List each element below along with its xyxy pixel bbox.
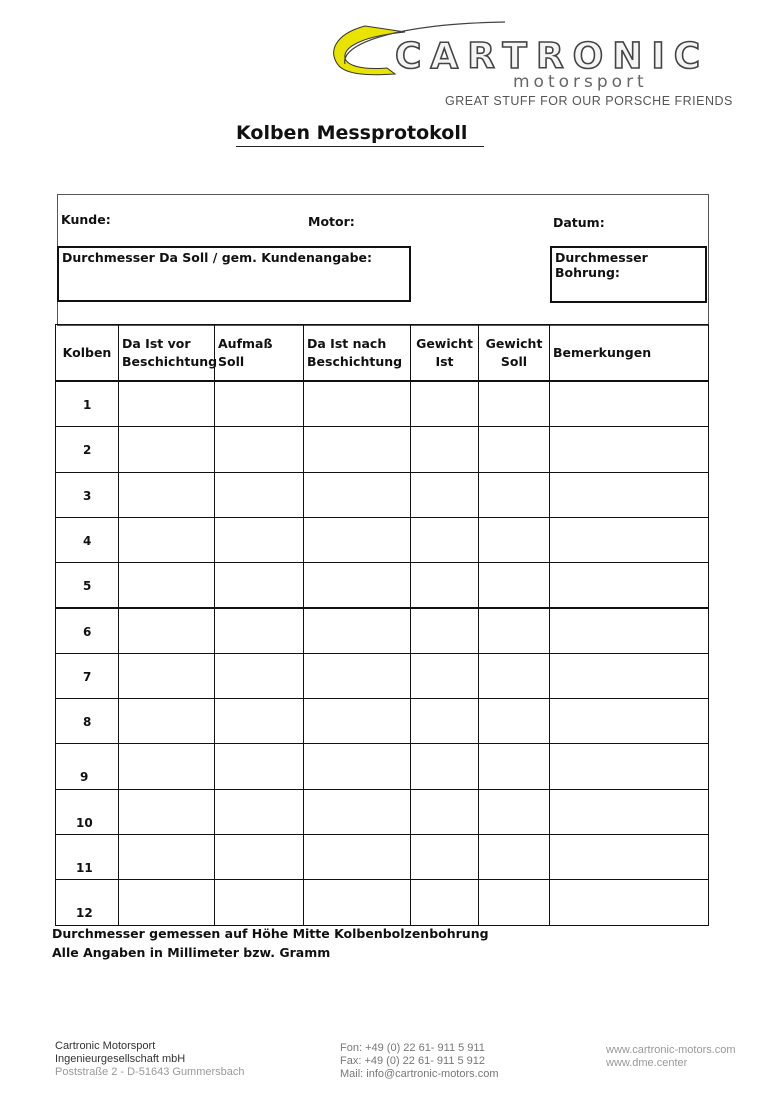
row-number-cell	[55, 879, 119, 925]
entry-cell-gewicht-ist[interactable]	[410, 879, 479, 925]
header-da-ist-vor-line: Da Ist vor	[122, 335, 191, 351]
header-kolben-line: Kolben	[62, 344, 112, 360]
motor-label: Motor:	[308, 214, 355, 229]
entry-cell-aufmass-soll[interactable]	[214, 698, 304, 744]
footer-fax: Fax: +49 (0) 22 61- 911 5 912	[340, 1055, 486, 1067]
row-number: 12	[76, 906, 93, 921]
header-da-ist-vor-line: Beschichtung	[122, 353, 218, 369]
entry-cell-da-ist-vor[interactable]	[118, 562, 215, 608]
footer-website-link-2[interactable]: www.dme.center	[606, 1057, 688, 1069]
entry-cell-aufmass-soll[interactable]	[214, 789, 304, 835]
entry-cell-gewicht-soll[interactable]	[478, 517, 550, 563]
entry-cell-gewicht-ist[interactable]	[410, 562, 479, 608]
kunde-label: Kunde:	[61, 212, 111, 227]
entry-cell-da-ist-nach[interactable]	[303, 834, 411, 880]
entry-cell-gewicht-soll[interactable]	[478, 834, 550, 880]
durchmesser-bohrung-field[interactable]	[550, 246, 707, 303]
entry-cell-aufmass-soll[interactable]	[214, 426, 304, 472]
entry-cell-gewicht-ist[interactable]	[410, 698, 479, 744]
note-measurement-position: Durchmesser gemessen auf Höhe Mitte Kolbenbolzenbohrung	[52, 926, 489, 941]
entry-cell-gewicht-soll[interactable]	[478, 381, 550, 427]
row-number: 3	[83, 488, 92, 503]
entry-cell-aufmass-soll[interactable]	[214, 517, 304, 563]
footer-company-name: Cartronic Motorsport	[55, 1040, 156, 1052]
entry-cell-bemerkungen[interactable]	[549, 517, 709, 563]
header-gewicht-soll	[478, 324, 550, 381]
row-number: 5	[83, 579, 92, 594]
entry-cell-da-ist-nach[interactable]	[303, 789, 411, 835]
durchmesser-soll-field[interactable]	[57, 246, 411, 302]
entry-cell-da-ist-vor[interactable]	[118, 743, 215, 789]
datum-label: Datum:	[553, 215, 605, 230]
entry-cell-da-ist-vor[interactable]	[118, 653, 215, 699]
entry-cell-gewicht-soll[interactable]	[478, 426, 550, 472]
entry-cell-bemerkungen[interactable]	[549, 834, 709, 880]
row-number: 7	[83, 669, 92, 684]
entry-cell-bemerkungen[interactable]	[549, 608, 709, 654]
entry-cell-da-ist-vor[interactable]	[118, 834, 215, 880]
row-number: 11	[76, 861, 93, 875]
entry-cell-da-ist-vor[interactable]	[118, 879, 215, 925]
row-number-cell	[55, 472, 119, 518]
entry-cell-gewicht-soll[interactable]	[478, 608, 550, 654]
footer-company-legal: Ingenieurgesellschaft mbH	[55, 1053, 186, 1065]
row-number-cell	[55, 608, 119, 654]
cartronic-logo	[325, 14, 765, 114]
header-bemerkungen-line: Bemerkungen	[553, 344, 652, 360]
entry-cell-aufmass-soll[interactable]	[214, 608, 304, 654]
entry-cell-gewicht-soll[interactable]	[478, 472, 550, 518]
entry-cell-aufmass-soll[interactable]	[214, 653, 304, 699]
entry-cell-da-ist-nach[interactable]	[303, 653, 411, 699]
row-number: 2	[83, 443, 92, 458]
entry-cell-bemerkungen[interactable]	[549, 653, 709, 699]
footer-email[interactable]: Mail: info@cartronic-motors.com	[340, 1068, 499, 1080]
entry-cell-da-ist-vor[interactable]	[118, 381, 215, 427]
entry-cell-da-ist-nach[interactable]	[303, 698, 411, 744]
entry-cell-da-ist-nach[interactable]	[303, 743, 411, 789]
entry-cell-da-ist-vor[interactable]	[118, 517, 215, 563]
measurement-table	[55, 324, 708, 925]
entry-cell-gewicht-ist[interactable]	[410, 789, 479, 835]
entry-cell-bemerkungen[interactable]	[549, 381, 709, 427]
logo-sub-text: motorsport	[513, 72, 648, 92]
entry-cell-aufmass-soll[interactable]	[214, 562, 304, 608]
header-gewicht-ist-line: Gewicht	[416, 335, 473, 351]
entry-cell-gewicht-ist[interactable]	[410, 381, 479, 427]
header-kolben	[55, 324, 119, 381]
entry-cell-da-ist-nach[interactable]	[303, 517, 411, 563]
row-number-cell	[55, 698, 119, 744]
header-aufmass-soll-line: Aufmaß Soll	[218, 335, 273, 369]
entry-cell-da-ist-vor[interactable]	[118, 472, 215, 518]
row-number: 6	[83, 624, 92, 639]
header-bemerkungen	[549, 324, 709, 381]
entry-cell-gewicht-soll[interactable]	[478, 743, 550, 789]
row-number-cell	[55, 426, 119, 472]
entry-cell-aufmass-soll[interactable]	[214, 472, 304, 518]
entry-cell-bemerkungen[interactable]	[549, 879, 709, 925]
row-number: 4	[83, 533, 92, 548]
entry-cell-gewicht-ist[interactable]	[410, 608, 479, 654]
footer-web	[606, 1044, 736, 1070]
header-gewicht-ist-line: Ist	[435, 353, 454, 369]
entry-cell-aufmass-soll[interactable]	[214, 743, 304, 789]
entry-cell-da-ist-nach[interactable]	[303, 426, 411, 472]
footer-company	[55, 1040, 245, 1079]
entry-cell-bemerkungen[interactable]	[549, 426, 709, 472]
entry-cell-aufmass-soll[interactable]	[214, 381, 304, 427]
entry-cell-gewicht-ist[interactable]	[410, 426, 479, 472]
row-number-cell	[55, 834, 119, 880]
footer-contact	[340, 1042, 498, 1081]
title-underline	[236, 146, 484, 147]
entry-cell-da-ist-vor[interactable]	[118, 789, 215, 835]
header-gewicht-soll-line: Gewicht	[485, 335, 543, 351]
header-da-ist-nach-line: Da Ist nach	[307, 335, 387, 351]
entry-cell-da-ist-nach[interactable]	[303, 472, 411, 518]
header-da-ist-nach	[303, 324, 411, 381]
row-number-cell	[55, 381, 119, 427]
entry-cell-gewicht-soll[interactable]	[478, 698, 550, 744]
header-aufmass-soll	[214, 324, 304, 381]
footer-phone: Fon: +49 (0) 22 61- 911 5 911	[340, 1042, 485, 1054]
entry-cell-gewicht-ist[interactable]	[410, 517, 479, 563]
entry-cell-da-ist-vor[interactable]	[118, 426, 215, 472]
row-number: 1	[83, 398, 92, 412]
row-number: 9	[80, 770, 89, 785]
entry-cell-da-ist-nach[interactable]	[303, 879, 411, 925]
logo-tagline: GREAT STUFF FOR OUR PORSCHE FRIENDS	[445, 94, 733, 108]
entry-cell-bemerkungen[interactable]	[549, 743, 709, 789]
note-units: Alle Angaben in Millimeter bzw. Gramm	[52, 945, 331, 960]
entry-cell-bemerkungen[interactable]	[549, 562, 709, 608]
header-da-ist-vor	[118, 324, 218, 381]
footer-website-link[interactable]: www.cartronic-motors.com	[606, 1044, 736, 1056]
entry-cell-da-ist-nach[interactable]	[303, 608, 411, 654]
entry-cell-gewicht-ist[interactable]	[410, 472, 479, 518]
row-number-cell	[55, 517, 119, 563]
entry-cell-aufmass-soll[interactable]	[214, 834, 304, 880]
footer-address: Poststraße 2 - D-51643 Gummersbach	[55, 1066, 245, 1078]
row-number: 8	[83, 715, 92, 730]
row-number: 10	[76, 815, 93, 830]
entry-cell-gewicht-ist[interactable]	[410, 653, 479, 699]
durchmesser-bohrung-label: Durchmesser Bohrung:	[555, 250, 648, 280]
row-number-cell	[55, 789, 119, 835]
entry-cell-da-ist-vor[interactable]	[118, 698, 215, 744]
entry-cell-gewicht-soll[interactable]	[478, 789, 550, 835]
entry-cell-gewicht-soll[interactable]	[478, 562, 550, 608]
header-gewicht-soll-line: Soll	[500, 353, 528, 369]
row-number-cell	[55, 743, 119, 789]
entry-cell-gewicht-ist[interactable]	[410, 834, 479, 880]
durchmesser-soll-label: Durchmesser Da Soll / gem. Kundenangabe:	[62, 250, 372, 265]
entry-cell-da-ist-vor[interactable]	[118, 608, 215, 654]
header-gewicht-ist	[410, 324, 479, 381]
entry-cell-aufmass-soll[interactable]	[214, 879, 304, 925]
page-title: Kolben Messprotokoll	[236, 122, 468, 144]
entry-cell-gewicht-ist[interactable]	[410, 743, 479, 789]
row-number-cell	[55, 653, 119, 699]
row-number-cell	[55, 562, 119, 608]
entry-cell-da-ist-nach[interactable]	[303, 381, 411, 427]
entry-cell-bemerkungen[interactable]	[549, 698, 709, 744]
entry-cell-gewicht-soll[interactable]	[478, 879, 550, 925]
logo-brand-text: CARTRONIC	[395, 36, 710, 77]
header-da-ist-nach-line: Beschichtung	[307, 353, 403, 369]
entry-cell-bemerkungen[interactable]	[549, 789, 709, 835]
entry-cell-da-ist-nach[interactable]	[303, 562, 411, 608]
entry-cell-bemerkungen[interactable]	[549, 472, 709, 518]
entry-cell-gewicht-soll[interactable]	[478, 653, 550, 699]
